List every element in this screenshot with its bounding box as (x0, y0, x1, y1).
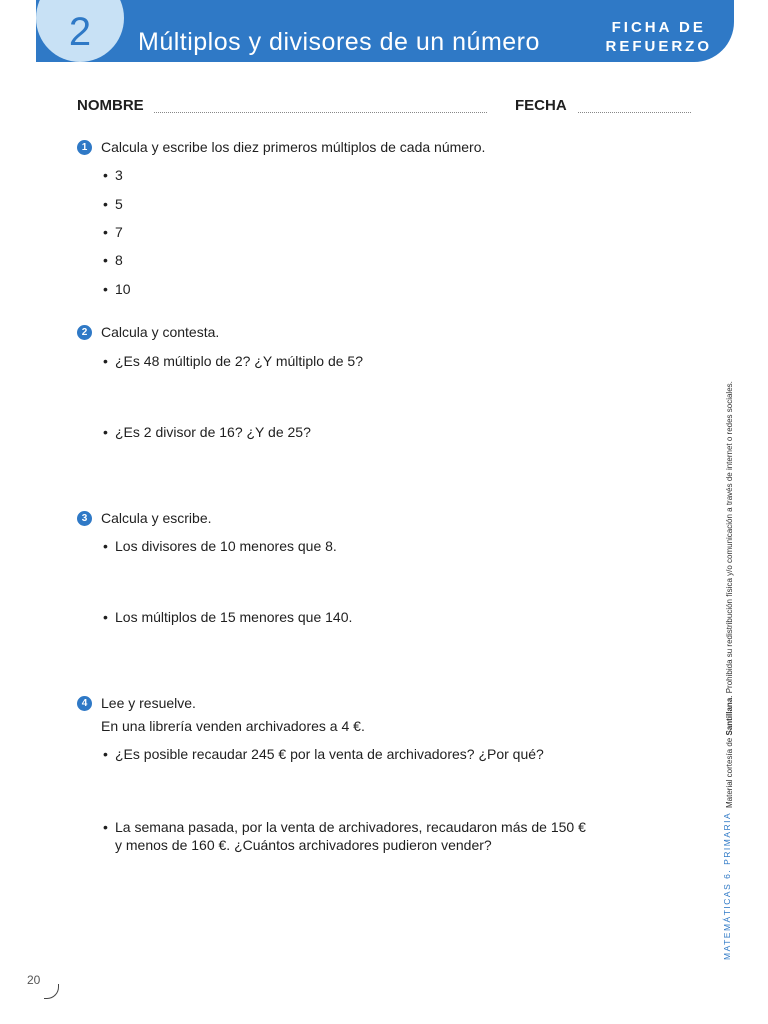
question-2-title: Calcula y contesta. (101, 324, 220, 340)
list-item: • Los múltiplos de 15 menores que 140. (103, 608, 352, 626)
page-corner-curve (44, 984, 59, 999)
list-item: • 7 (103, 223, 123, 241)
page-title: Múltiplos y divisores de un número (138, 28, 540, 56)
question-2-badge: 2 (77, 325, 92, 340)
list-item: • Los divisores de 10 menores que 8. (103, 537, 337, 555)
question-4-intro: En una librería venden archivadores a 4 €. (101, 718, 365, 734)
list-item: • 10 (103, 280, 131, 298)
list-item: • ¿Es 2 divisor de 16? ¿Y de 25? (103, 423, 311, 441)
page-number: 20 (27, 973, 41, 987)
list-item: • ¿Es 48 múltiplo de 2? ¿Y múltiplo de 5? (103, 352, 363, 370)
series-label: MATEMÁTICAS 6. PRIMARIA (722, 811, 732, 960)
name-field[interactable] (154, 112, 487, 113)
list-item: • La semana pasada, por la venta de archivadores, recaudaron más de 150 € y menos de 160 €. ¿Cuántos archivadores pudieron vender? (103, 818, 586, 854)
name-label: NOMBRE (77, 97, 144, 114)
question-3-badge: 3 (77, 511, 92, 526)
ficha-line1: FICHA DE (611, 19, 706, 36)
list-item: • 8 (103, 251, 123, 269)
list-item: • 5 (103, 195, 123, 213)
question-4-title: Lee y resuelve. (101, 695, 196, 711)
ficha-line2: REFUERZO (605, 38, 712, 55)
list-item: • ¿Es posible recaudar 245 € por la venta de archivadores? ¿Por qué? (103, 745, 544, 763)
ficha-label (606, 18, 713, 56)
list-item: • 3 (103, 166, 123, 184)
question-1-title: Calcula y escribe los diez primeros múltiplos de cada número. (101, 139, 486, 155)
copyright-note: Material cortesía de Santillana. Prohibida su redistribución física y/o comunicación a través de internet o redes sociales. (725, 381, 734, 808)
question-4-badge: 4 (77, 696, 92, 711)
question-3-title: Calcula y escribe. (101, 510, 212, 526)
unit-number: 2 (68, 10, 92, 54)
date-field[interactable] (578, 112, 691, 113)
question-1-badge: 1 (77, 140, 92, 155)
date-label: FECHA (515, 97, 567, 114)
